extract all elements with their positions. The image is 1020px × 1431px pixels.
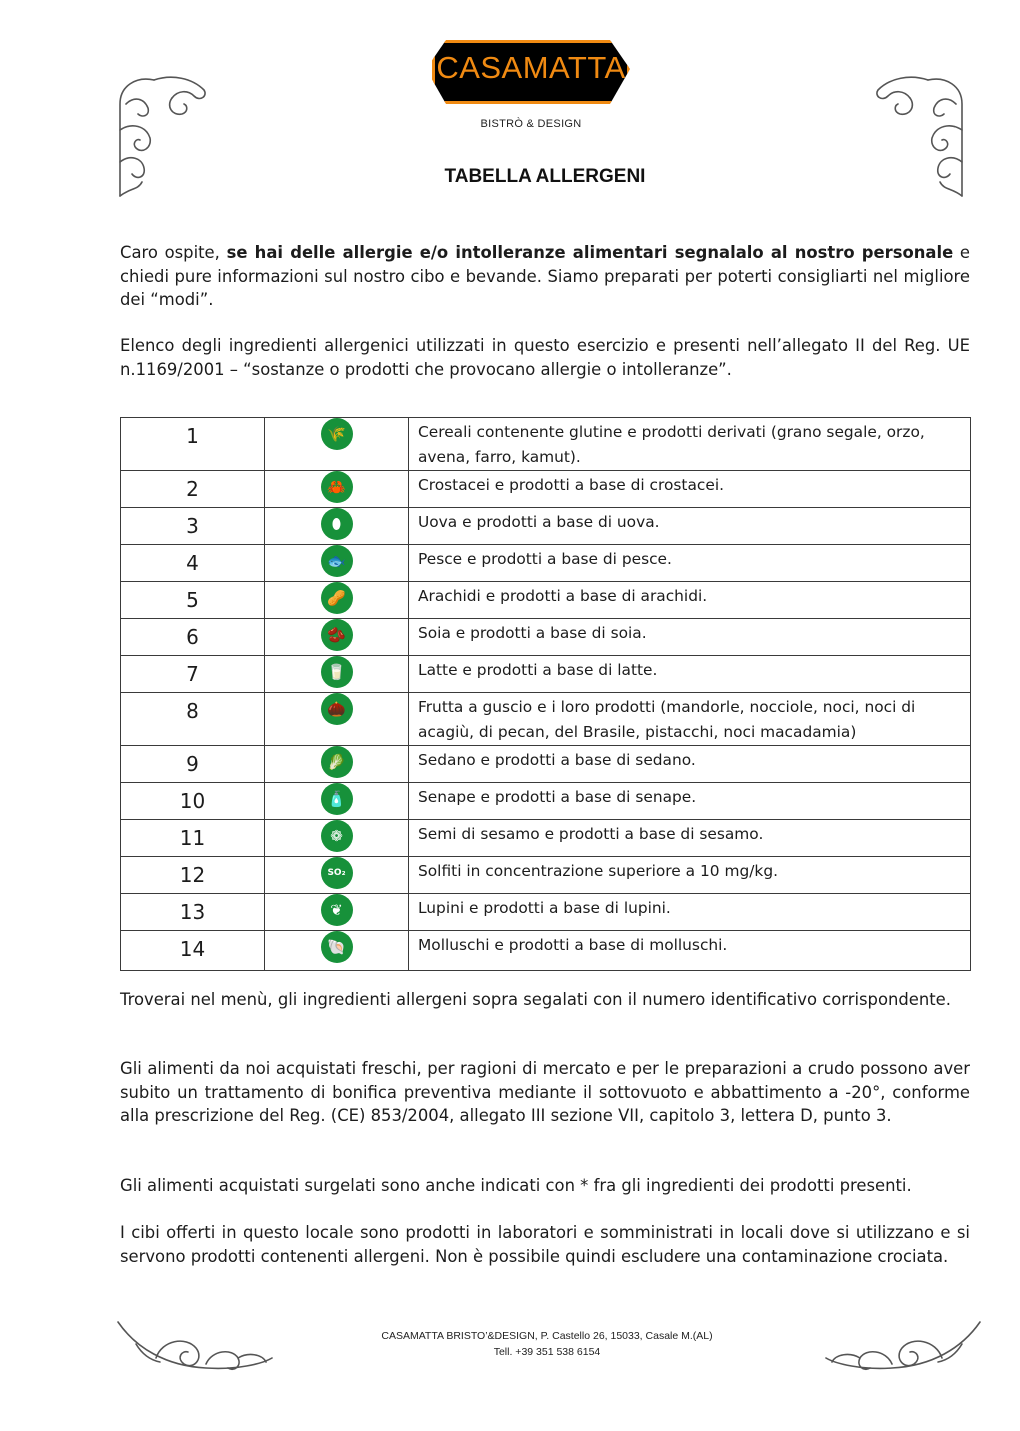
allergen-icon-cell: [265, 746, 409, 783]
table-row: [121, 619, 971, 656]
allergen-description: Sedano e prodotti a base di sedano.: [409, 746, 971, 783]
treatment-paragraph: Gli alimenti da noi acquistati freschi, per ragioni di mercato e per le preparazioni a crudo possono aver subito un trattamento di bonifica preventiva mediante il sottovuoto e abbattimento a -20°, conforme alla prescrizione del Reg. (CE) 853/2004, allegato III sezione VII, capitolo 3, lettera D, punto 3.: [120, 1059, 970, 1125]
allergen-number-cell: [121, 783, 265, 820]
lupin-icon: ❦: [321, 894, 353, 926]
allergen-number: 10: [179, 789, 206, 813]
allergen-description: Latte e prodotti a base di latte.: [409, 656, 971, 693]
table-row: [121, 746, 971, 783]
allergen-description: Soia e prodotti a base di soia.: [409, 619, 971, 656]
intro-text-end: e chiedi pure informazioni sul nostro cibo e bevande. Siamo preparati per poterti consigliarti nel migliore dei “modi”.: [120, 243, 971, 309]
allergen-number-cell: [121, 693, 265, 746]
contamination-paragraph: I cibi offerti in questo locale sono prodotti in laboratori e somministrati in locali dove si utilizzano e si servono prodotti contenenti allergeni. Non è possibile quindi escludere una contaminazione crociata.: [120, 1223, 970, 1266]
allergen-icon-cell: [265, 418, 409, 471]
allergen-number-cell: [121, 857, 265, 894]
allergen-icon-cell: [265, 931, 409, 971]
table-row: [121, 820, 971, 857]
intro-paragraph: [120, 241, 970, 312]
allergen-number-cell: [121, 418, 265, 471]
allergen-description: Solfiti in concentrazione superiore a 10 mg/kg.: [409, 857, 971, 894]
allergen-number: 12: [179, 863, 206, 887]
frozen-note-paragraph: Gli alimenti acquistati surgelati sono anche indicati con * fra gli ingredienti dei prodotti presenti.: [120, 1176, 912, 1195]
allergen-description: Arachidi e prodotti a base di arachidi.: [409, 582, 971, 619]
allergen-number: 9: [186, 752, 199, 776]
logo-tagline: BISTRÒ & DESIGN: [480, 118, 582, 130]
allergen-description: Cereali contenente glutine e prodotti derivati (grano segale, orzo, avena, farro, kamut).: [409, 418, 971, 471]
peanut-icon: 🥜: [321, 582, 353, 614]
allergen-number: 5: [186, 588, 199, 612]
table-row: [121, 931, 971, 971]
table-row: [121, 693, 971, 746]
allergen-number: 1: [186, 424, 199, 448]
allergen-icon-cell: [265, 857, 409, 894]
intro-text-start: Caro ospite,: [120, 243, 227, 262]
allergen-number: 3: [186, 514, 199, 538]
allergen-number-cell: [121, 471, 265, 508]
allergen-icon-cell: [265, 582, 409, 619]
crustacean-icon: 🦀: [321, 471, 353, 503]
allergen-number: 6: [186, 625, 199, 649]
milk-icon: 🥛: [321, 656, 353, 688]
allergen-number-cell: [121, 545, 265, 582]
allergen-description: Molluschi e prodotti a base di molluschi.: [409, 931, 971, 971]
allergen-description: Senape e prodotti a base di senape.: [409, 783, 971, 820]
allergen-description: Pesce e prodotti a base di pesce.: [409, 545, 971, 582]
sulphite-icon: SO₂: [321, 857, 353, 889]
intro-text-bold: se hai delle allergie e/o intolleranze alimentari segnalalo al nostro personale: [226, 243, 954, 262]
allergen-description: Frutta a guscio e i loro prodotti (mandorle, nocciole, noci, noci di acagiù, di pecan, del Brasile, pistacchi, noci macadamia): [409, 693, 971, 746]
allergen-number-cell: [121, 894, 265, 931]
table-row: [121, 656, 971, 693]
table-row: [121, 545, 971, 582]
egg-icon: ⬮: [321, 508, 353, 540]
logo: [432, 40, 628, 132]
sesame-icon: ❁: [321, 820, 353, 852]
table-row: [121, 508, 971, 545]
allergen-number-cell: [121, 746, 265, 783]
shell-icon: 🐚: [321, 931, 353, 963]
page-title: TABELLA ALLERGENI: [444, 166, 646, 187]
wheat-icon: 🌾: [321, 418, 353, 450]
celery-icon: 🥬: [321, 746, 353, 778]
allergen-description: Crostacei e prodotti a base di crostacei.: [409, 471, 971, 508]
allergen-icon-cell: [265, 783, 409, 820]
allergen-description: Semi di sesamo e prodotti a base di sesamo.: [409, 820, 971, 857]
allergen-icon-cell: [265, 619, 409, 656]
allergen-number: 14: [179, 937, 206, 961]
footer-address: CASAMATTA BRISTO’&DESIGN, P. Castello 26, 15033, Casale M.(AL): [381, 1330, 713, 1342]
regulation-paragraph: Elenco degli ingredienti allergenici utilizzati in questo esercizio e presenti nell’allegato II del Reg. UE n.1169/2001 – “sostanze o prodotti che provocano allergie o intolleranze”.: [120, 336, 970, 379]
mustard-icon: 🧴: [321, 783, 353, 815]
allergen-description: Lupini e prodotti a base di lupini.: [409, 894, 971, 931]
table-row: [121, 894, 971, 931]
allergen-number-cell: [121, 508, 265, 545]
allergen-icon-cell: [265, 656, 409, 693]
allergen-number: 8: [186, 699, 199, 723]
allergen-number-cell: [121, 820, 265, 857]
allergen-number: 7: [186, 662, 199, 686]
table-row: [121, 783, 971, 820]
allergen-icon-cell: [265, 545, 409, 582]
footer-phone: Tell. +39 351 538 6154: [493, 1346, 601, 1358]
allergen-icon-cell: [265, 508, 409, 545]
allergen-description: Uova e prodotti a base di uova.: [409, 508, 971, 545]
allergen-number-cell: [121, 656, 265, 693]
table-row: [121, 857, 971, 894]
allergen-icon-cell: [265, 820, 409, 857]
table-row: [121, 418, 971, 471]
allergen-number: 13: [179, 900, 206, 924]
soy-icon: 🫘: [321, 619, 353, 651]
table-row: [121, 471, 971, 508]
logo-name: CASAMATTA: [436, 50, 626, 85]
table-row: [121, 582, 971, 619]
allergen-table: [120, 417, 971, 971]
allergen-number: 2: [186, 477, 199, 501]
allergen-icon-cell: [265, 471, 409, 508]
nut-icon: 🌰: [321, 693, 353, 725]
menu-note-paragraph: Troverai nel menù, gli ingredienti allergeni sopra segalati con il numero identificativo corrispondente.: [120, 990, 951, 1009]
allergen-icon-cell: [265, 693, 409, 746]
allergen-number-cell: [121, 931, 265, 971]
allergen-number-cell: [121, 582, 265, 619]
allergen-number-cell: [121, 619, 265, 656]
allergen-icon-cell: [265, 894, 409, 931]
allergen-number: 4: [186, 551, 199, 575]
fish-icon: 🐟: [321, 545, 353, 577]
allergen-number: 11: [179, 826, 206, 850]
